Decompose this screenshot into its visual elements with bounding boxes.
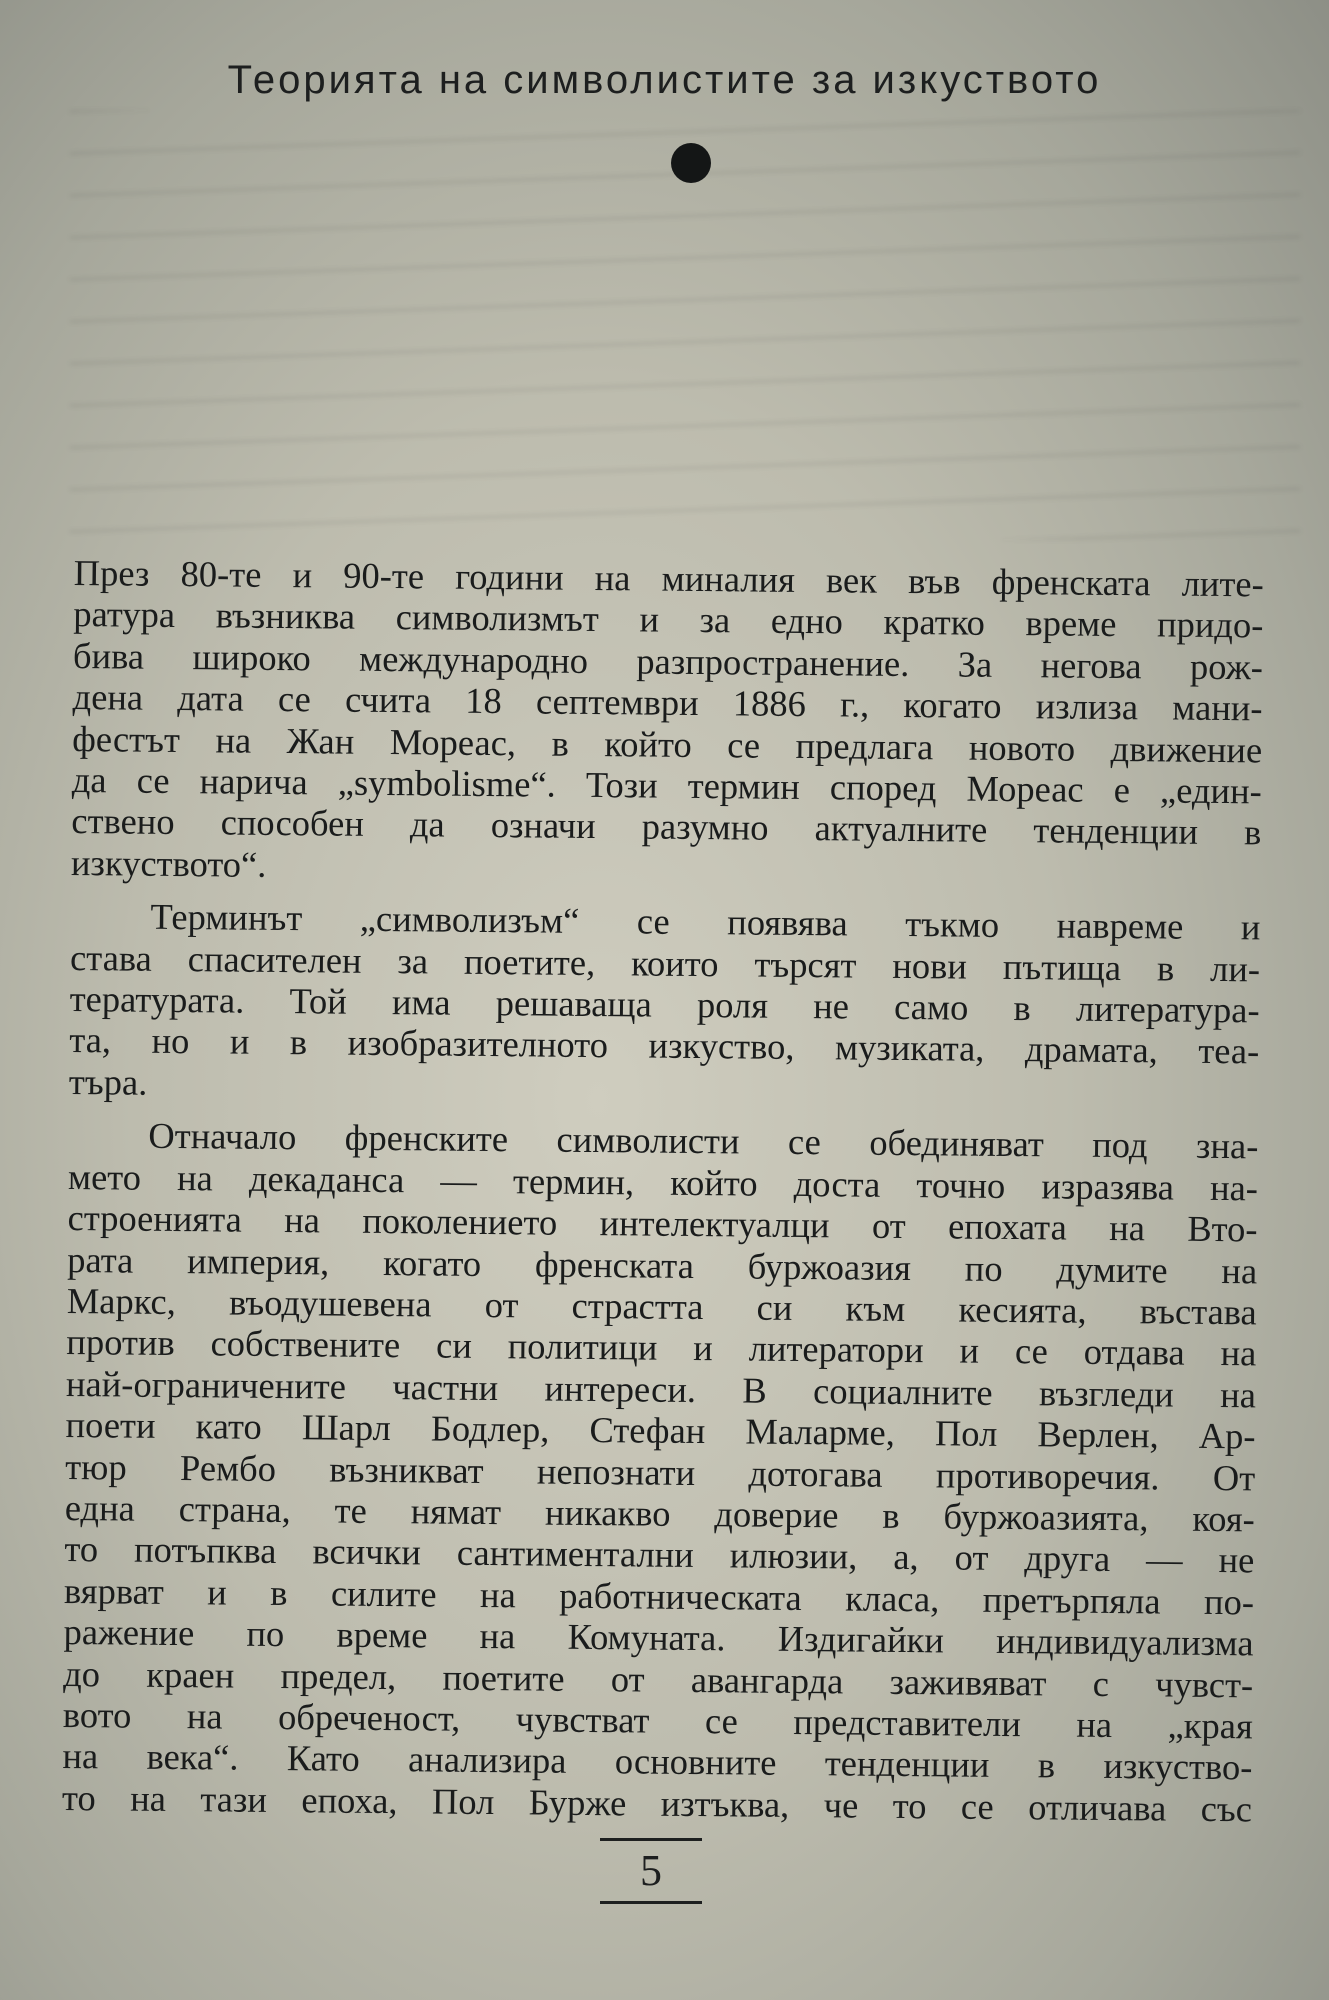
text-line: дена дата се счита 18 септември 1886 г., когато излиза мани- <box>72 676 1263 729</box>
text-line: една страна, те нямат никакво доверие в буржоазията, коя- <box>64 1486 1255 1540</box>
text-line: най-ограничените частни интереси. В социалните възгледи на <box>65 1362 1257 1416</box>
text-line: на века“. Като анализира основните тенденции в изкуство- <box>62 1735 1253 1788</box>
text-line: да се нарича „symbolisme“. Този термин според Мореас е „един- <box>71 759 1262 812</box>
text-line: то на тази епоха, Пол Бурже изтъква, че то се отличава със <box>61 1776 1253 1830</box>
text-line: През 80-те и 90-те години на миналия век във френската лите- <box>73 552 1264 605</box>
text-line: поети като Шарл Бодлер, Стефан Маларме, Пол Верлен, Ар- <box>65 1404 1256 1457</box>
text-line: вото на обреченост, чувстват се представители на „края <box>62 1693 1253 1747</box>
body-text <box>62 552 1264 1830</box>
text-line: та, но и в изобразителното изкуство, музиката, драмата, теа- <box>69 1019 1260 1072</box>
text-line: мето на декаданса — термин, който доста точно изразява на- <box>67 1155 1259 1209</box>
text-line: то потъпква всички сантиментални илюзии, а, от друга — не <box>64 1528 1255 1581</box>
running-header: Теорията на символистите за изкуството <box>227 58 1102 102</box>
text-line: вярват и в силите на работническата класа, претърпяла по- <box>63 1569 1255 1623</box>
text-line: бива широко международно разпространение. За негова рож- <box>72 634 1264 688</box>
text-line: до краен предел, поетите от авангарда заживяват с чувст- <box>63 1652 1254 1705</box>
black-dot-ornament-icon <box>671 143 711 183</box>
text-line: става спасителен за поетите, които търсят нови пътища в ли- <box>69 936 1261 990</box>
text-line: Маркс, въодушевена от страстта си към кесията, въстава <box>66 1279 1257 1333</box>
folio-rule-bottom <box>600 1901 702 1904</box>
text-line: против собствените си политици и литератори и се отдава на <box>66 1321 1257 1374</box>
text-line: тературата. Той има решаваща роля не само в литература- <box>69 978 1260 1031</box>
text-line: строенията на поколението интелектуалци от епохата на Вто- <box>67 1197 1258 1250</box>
text-line: Терминът „символизъм“ се появява тъкмо навреме и <box>150 896 1261 948</box>
text-line: ствено способен да означи разумно актуалните тенденции в <box>71 800 1262 853</box>
text-line: тюр Рембо възникват непознати дотогава противоречия. От <box>65 1445 1256 1498</box>
page-number: 5 <box>640 1846 662 1895</box>
text-line: ражение по време на Комуната. Издигайки индивидуализма <box>63 1611 1254 1664</box>
text-line: Отначало френските символисти се обединяват под зна- <box>148 1115 1259 1167</box>
folio-rule-top <box>600 1838 702 1841</box>
text-line: търа. <box>68 1060 148 1103</box>
text-line: ратура възниква символизмът и за едно кратко време придо- <box>73 593 1264 646</box>
text-line: фестът на Жан Мореас, в който се предлага новото движение <box>72 717 1263 771</box>
text-line: изкуството“. <box>70 841 267 885</box>
text-line: рата империя, когато френската буржоазия по думите на <box>67 1238 1258 1291</box>
